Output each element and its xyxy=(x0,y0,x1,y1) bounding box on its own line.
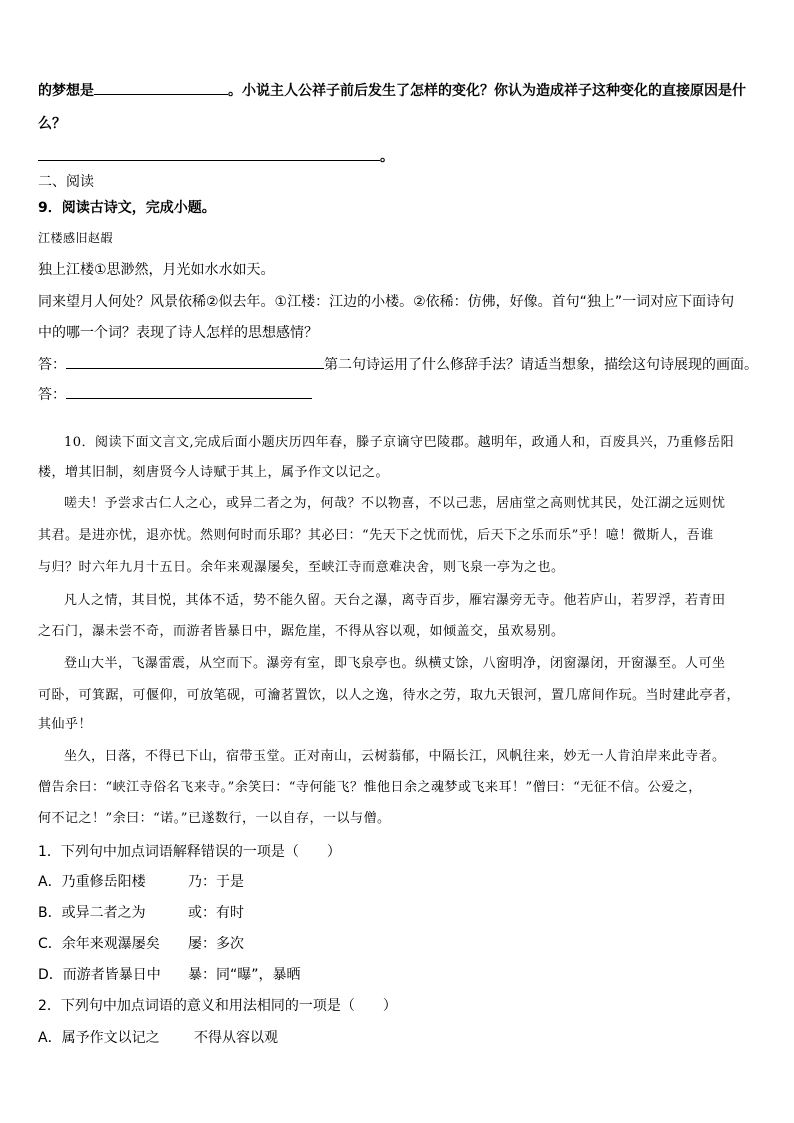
passage-line: 何不记之！”余曰：“诺。”已遂数行，一以自存，一以与僧。 xyxy=(38,811,391,826)
q8-text: 。小说主人公祥子前后发生了怎样的变化？你认为造成祥子这种变化的直接原因是什 xyxy=(228,83,746,99)
q8-text: 。 xyxy=(380,149,394,165)
option-d[interactable]: D．而游者皆暴日中 xyxy=(38,967,161,983)
poem-title: 江楼感旧赵嘏 xyxy=(38,231,114,245)
q9-answer-line-2 xyxy=(38,384,758,405)
q8-line-3 xyxy=(38,146,758,167)
option-a[interactable]: A．属予作文以记之 xyxy=(38,1030,160,1046)
answer-blank[interactable] xyxy=(66,354,324,369)
passage-line: 10．阅读下面文言文,完成后面小题庆历四年春，滕子京谪守巴陵郡。越明年，政通人和，百废具兴，乃重修岳阳 xyxy=(64,435,735,450)
passage-line: 僧告余曰：“峡江寺俗名飞来寺。”余笑曰：“寺何能飞？惟他日余之魂梦或飞来耳！”僧曰：“无征不信。公爱之， xyxy=(38,780,702,795)
answer-label: 答： xyxy=(38,357,66,373)
passage-line: 其君。是进亦忧，退亦忧。然则何时而乐耶？其必曰：“先天下之忧而忧，后天下之乐而乐”乎！噫！微斯人，吾谁 xyxy=(38,528,714,543)
option-c[interactable]: C．余年来观瀑屡矣 xyxy=(38,936,160,952)
q9-question: 中的哪一个词？表现了诗人怎样的思想感情？ xyxy=(38,325,318,341)
answer-blank[interactable] xyxy=(66,384,312,399)
passage-line: 楼，增其旧制，刻唐贤今人诗赋于其上，属予作文以记之。 xyxy=(38,465,390,480)
passage-line: 凡人之情，其目悦，其体不适，势不能久留。天台之瀑，离寺百步，雁宕瀑旁无寺。他若庐山，若罗浮，若青田 xyxy=(64,593,726,608)
sub-question-2-stem: 2．下列句中加点词语的意义和用法相同的一项是（ ） xyxy=(38,998,397,1014)
option-a-compare: 不得从容以观 xyxy=(194,1030,278,1046)
answer-label: 答： xyxy=(38,387,66,403)
q8-line-1 xyxy=(38,80,758,101)
passage-line: 坐久，日落，不得已下山，宿带玉堂。正对南山，云树蓊郁，中隔长江，风帆往来，妙无一人肯泊岸来此寺者。 xyxy=(64,749,726,764)
section-heading: 二、阅读 xyxy=(38,174,94,190)
passage-line: 其仙乎！ xyxy=(38,717,93,732)
option-d-gloss: 暴：同“曝”，暴晒 xyxy=(188,967,301,983)
q9-heading: 9．阅读古诗文，完成小题。 xyxy=(38,200,216,216)
sub-question-1-stem: 1．下列句中加点词语解释错误的一项是（ ） xyxy=(38,844,341,860)
poem-line-with-notes: 同来望月人何处？风景依稀②似去年。①江楼：江边的小楼。②依稀：仿佛，好像。首句“独上”一词对应下面诗句 xyxy=(38,294,735,310)
passage-line: 与归？时六年九月十五日。余年来观瀑屡矣，至峡江寺而意难决舍，则飞泉一亭为之也。 xyxy=(38,560,565,575)
option-a[interactable]: A．乃重修岳阳楼 xyxy=(38,874,146,890)
q9-answer-line-1 xyxy=(38,354,758,375)
passage-line: 之石门，瀑未尝不奇，而游者皆暴日中，踞危崖，不得从容以观，如倾盖交，虽欢易别。 xyxy=(38,624,565,639)
option-b-gloss: 或：有时 xyxy=(188,905,244,921)
answer-blank[interactable] xyxy=(94,80,228,95)
answer-blank[interactable] xyxy=(38,146,380,161)
passage-line: 可卧，可箕踞，可偃仰，可放笔砚，可瀹茗置饮，以人之逸，待水之劳，取九天银河，置几席间作玩。当时建此亭者， xyxy=(38,688,741,703)
option-c-gloss: 屡：多次 xyxy=(188,936,244,952)
passage-line: 嗟夫！予尝求古仁人之心，或异二者之为，何哉？不以物喜，不以己悲，居庙堂之高则忧其民，处江湖之远则忧 xyxy=(64,496,726,511)
q9-question: 第二句诗运用了什么修辞手法？请适当想象，描绘这句诗展现的画面。 xyxy=(324,357,758,373)
q8-line-2: 么？ xyxy=(38,116,66,132)
option-a-gloss: 乃：于是 xyxy=(188,874,244,890)
passage-line: 登山大半，飞瀑雷震，从空而下。瀑旁有室，即飞泉亭也。纵横丈馀，八窗明净，闭窗瀑闭，开窗瀑至。人可坐 xyxy=(64,656,726,671)
q8-text: 的梦想是 xyxy=(38,83,94,99)
option-b[interactable]: B．或异二者之为 xyxy=(38,905,146,921)
poem-line: 独上江楼①思渺然，月光如水水如天。 xyxy=(38,262,275,278)
